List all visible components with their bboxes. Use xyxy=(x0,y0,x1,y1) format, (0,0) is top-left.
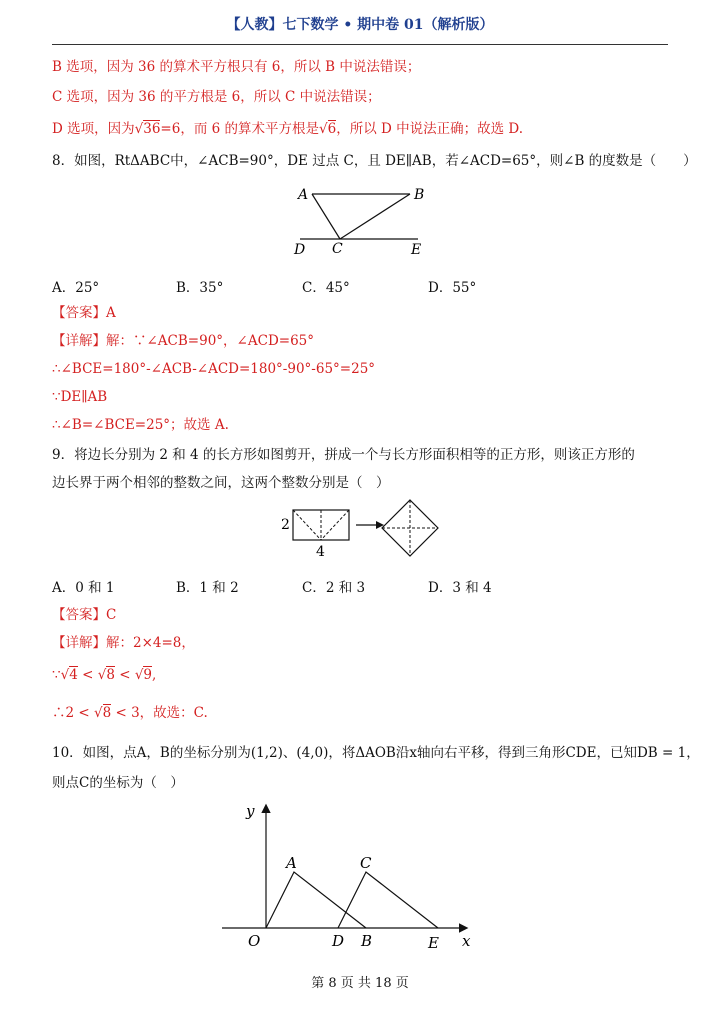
q10-label-x: x xyxy=(462,932,471,950)
q10-label-b: B xyxy=(361,932,373,950)
q8-stem: 8．如图，RtΔABC中，∠ACB=90°，DE 过点 C，且 DE∥AB，若∠ACD=65°，则∠B 的度数是（ ） xyxy=(52,153,697,169)
q8-label-a: A xyxy=(298,187,309,203)
q9-sol2-pre: ∵ xyxy=(52,667,61,683)
q8-answer: 【答案】A xyxy=(52,305,116,321)
q8-option-c: C．45° xyxy=(302,280,350,296)
page-header: 【人教】七下数学 • 期中卷 01（解析版） xyxy=(226,17,494,33)
q9-sol2-lt-1: < xyxy=(77,667,98,683)
q7-d-mid: =6，而 6 的算术平方根是 xyxy=(160,121,319,137)
q7-b-explanation: B 选项，因为 36 的算术平方根只有 6，所以 B 中说法错误； xyxy=(52,59,421,75)
q8-option-d: D．55° xyxy=(428,280,477,296)
q9-sol3-pre: ∴2 < xyxy=(52,705,94,721)
q9-solution-3: ∴2 < √8 < 3，故选：C. xyxy=(52,705,208,721)
q8-label-e: E xyxy=(411,242,422,258)
q7-c-explanation: C 选项，因为 36 的平方根是 6，所以 C 中说法错误； xyxy=(52,89,381,105)
q8-figure xyxy=(290,182,430,262)
q9-solution-1: 【详解】解：2×4=8， xyxy=(52,635,195,651)
q9-label-bottom: 4 xyxy=(316,544,325,560)
q9-sol2-radicand-1: 4 xyxy=(69,667,78,683)
q7-d-post: ，所以 D 中说法正确；故选 D. xyxy=(336,121,524,137)
q9-option-c: C．2 和 3 xyxy=(302,580,366,596)
q9-sol2-post: , xyxy=(152,667,157,683)
q8-option-a: A．25° xyxy=(52,280,100,296)
q9-sol3-radicand: 8 xyxy=(102,705,112,721)
q7-d-pre: D 选项，因为 xyxy=(52,121,135,137)
q7-d-radicand-1: 36 xyxy=(143,121,161,137)
q8-solution-2: ∴∠BCE=180°-∠ACB-∠ACD=180°-90°-65°=25° xyxy=(52,361,376,377)
q7-d-explanation: D 选项，因为√36=6，而 6 的算术平方根是√6，所以 D 中说法正确；故选 D. xyxy=(52,121,524,137)
q9-stem-line-1: 9．将边长分别为 2 和 4 的长方形如图剪开，拼成一个与长方形面积相等的正方形，则该正方形的 xyxy=(52,447,635,463)
q8-option-b: B．35° xyxy=(176,280,224,296)
q10-label-y: y xyxy=(246,802,255,820)
q9-solution-2: ∵√4 < √8 < √9, xyxy=(52,667,157,683)
q8-solution-1: 【详解】解：∵∠ACB=90°，∠ACD=65° xyxy=(52,333,315,349)
q8-solution-3: ∵DE∥AB xyxy=(52,389,108,405)
q10-figure xyxy=(222,798,482,963)
q8-label-b: B xyxy=(414,187,425,203)
header-rule xyxy=(52,44,668,45)
q9-option-b: B．1 和 2 xyxy=(176,580,239,596)
q8-label-c: C xyxy=(332,241,343,257)
q9-sol2-lt-2: < xyxy=(114,667,135,683)
q10-label-o: O xyxy=(248,932,261,950)
q10-label-d: D xyxy=(332,932,345,950)
q9-label-side: 2 xyxy=(281,517,290,533)
q9-figure xyxy=(278,506,448,570)
q8-label-d: D xyxy=(294,242,306,258)
q7-d-radicand-2: 6 xyxy=(327,121,337,137)
q10-stem-line-1: 10．如图，点A，B的坐标分别为(1,2)、(4,0)，将ΔAOB沿x轴向右平移，得到三角形CDE，已知DB = 1， xyxy=(52,745,700,761)
q9-sol3-post: < 3，故选：C. xyxy=(111,705,208,721)
page-footer: 第 8 页 共 18 页 xyxy=(311,976,409,991)
q9-option-a: A．0 和 1 xyxy=(52,580,115,596)
q9-sol2-radicand-2: 8 xyxy=(106,667,115,683)
q10-label-c: C xyxy=(360,854,372,872)
q10-label-a: A xyxy=(286,854,297,872)
q8-solution-4: ∴∠B=∠BCE=25°；故选 A. xyxy=(52,417,229,433)
q9-sol2-radicand-3: 9 xyxy=(143,667,153,683)
q10-stem-line-2: 则点C的坐标为（ ） xyxy=(52,775,184,791)
q10-label-e: E xyxy=(428,934,439,952)
q9-option-d: D．3 和 4 xyxy=(428,580,492,596)
q9-stem-line-2: 边长界于两个相邻的整数之间，这两个整数分别是（ ） xyxy=(52,475,390,491)
q9-answer: 【答案】C xyxy=(52,607,117,623)
